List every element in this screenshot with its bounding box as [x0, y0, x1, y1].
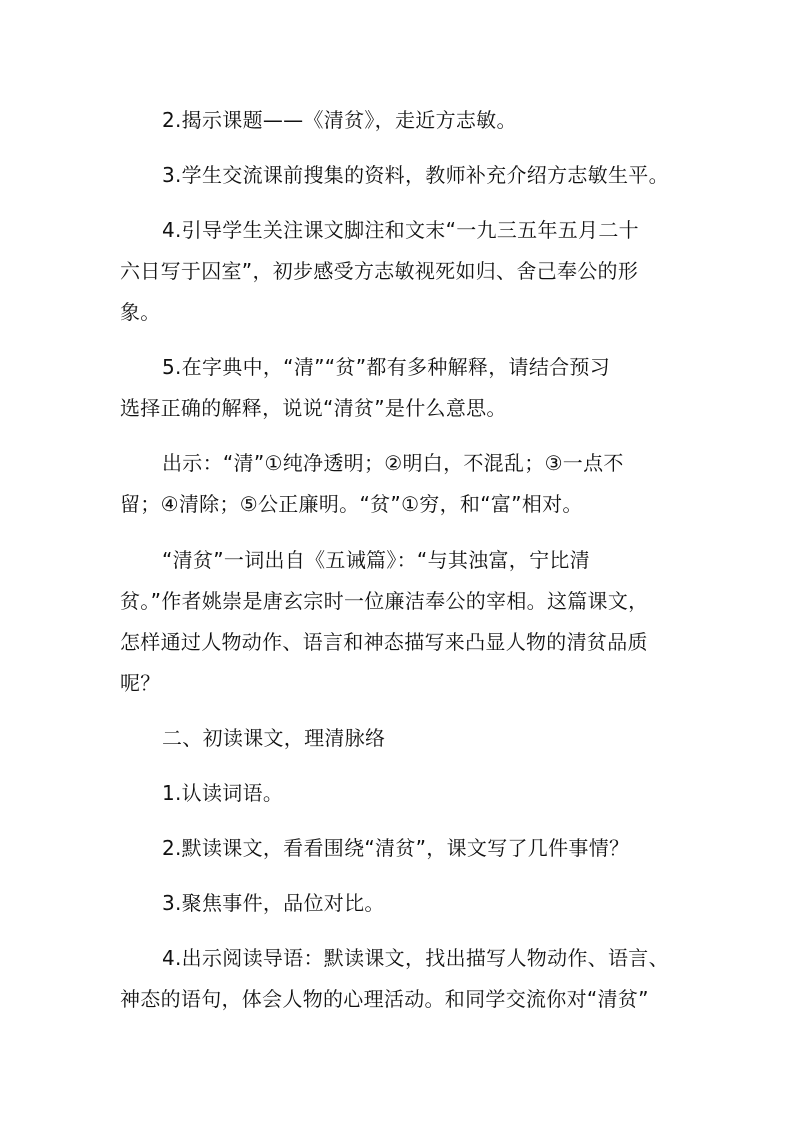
text-line: 出示：“清”①纯净透明；②明白，不混乱；③一点不: [162, 451, 624, 475]
text-line: 象。: [120, 300, 161, 324]
paragraph-focus-events: [120, 883, 680, 924]
text-line: 3.聚焦事件，品位对比。: [162, 891, 385, 915]
section-heading-first-reading: [120, 718, 680, 759]
paragraph-read-words: [120, 773, 680, 814]
paragraph-word-origin: [120, 540, 680, 704]
text-line: “清贫”一词出自《五诫篇》：“与其浊富，宁比清: [162, 548, 590, 572]
text-line: 神态的语句，体会人物的心理活动。和同学交流你对“清贫”: [120, 987, 649, 1011]
text-line: 贫。”作者姚崇是唐玄宗时一位廉洁奉公的宰相。这篇课文，: [120, 589, 649, 613]
text-line: 二、初读课文，理清脉络: [162, 726, 386, 750]
paragraph-student-materials: [120, 155, 680, 196]
paragraph-dictionary: [120, 347, 680, 429]
text-line: 4.出示阅读导语：默读课文，找出描写人物动作、语言、: [162, 946, 669, 970]
text-line: 六日写于囚室”，初步感受方志敏视死如归、舍己奉公的形: [120, 259, 639, 283]
text-line: 3.学生交流课前搜集的资料，教师补充介绍方志敏生平。: [162, 163, 669, 187]
paragraph-definitions: [120, 443, 680, 525]
text-line: 呢？: [120, 671, 161, 695]
text-line: 2.揭示课题——《清贫》，走近方志敏。: [162, 108, 517, 132]
paragraph-reveal-title: [120, 100, 680, 141]
text-line: 留；④清除；⑤公正廉明。“贫”①穷，和“富”相对。: [120, 492, 583, 516]
text-line: 4.引导学生关注课文脚注和文末“一九三五年五月二十: [162, 218, 639, 242]
text-line: 5.在字典中，“清”“贫”都有多种解释，请结合预习: [162, 355, 611, 379]
text-line: 1.认读词语。: [162, 781, 284, 805]
text-line: 2.默读课文，看看围绕“清贫”，课文写了几件事情？: [162, 836, 630, 860]
paragraph-reading-guide: [120, 938, 680, 1020]
text-line: 选择正确的解释，说说“清贫”是什么意思。: [120, 396, 507, 420]
text-line: 怎样通过人物动作、语言和神态描写来凸显人物的清贫品质: [120, 630, 648, 654]
paragraph-footnote-focus: [120, 210, 680, 333]
paragraph-silent-reading: [120, 828, 680, 869]
